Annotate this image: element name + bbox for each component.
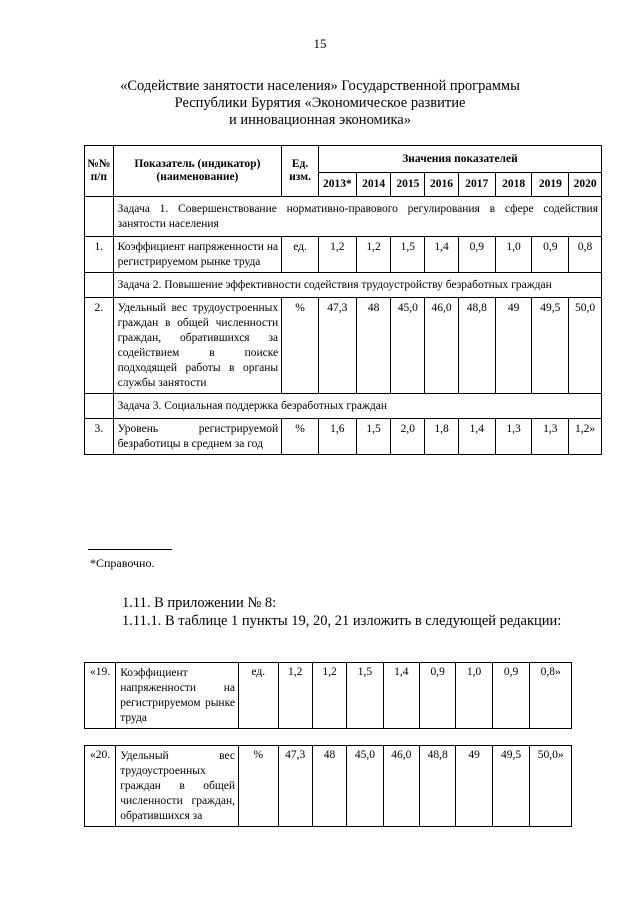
- paragraph-1-11-1: 1.11.1. В таблице 1 пункты 19, 20, 21 изложить в следующей редакции:: [122, 613, 562, 629]
- value-cell: 1,4: [458, 419, 495, 455]
- value-cell: 1,0: [495, 237, 532, 273]
- value-cell: 46,0: [425, 298, 459, 394]
- row-num: 2.: [85, 298, 114, 394]
- value-cell: 2,0: [391, 419, 425, 455]
- table-cell-empty: [85, 197, 114, 237]
- row-indicator: Уровень регистрируемой безработицы в среднем за год: [113, 419, 282, 455]
- value-cell: 1,5: [347, 663, 383, 729]
- value-cell: 48,8: [419, 746, 455, 827]
- task-row-1: Задача 1. Совершенствование нормативно-правового регулирования в сфере содействия занятости населения: [113, 197, 601, 237]
- footnote: *Справочно.: [90, 556, 155, 570]
- value-cell: 49,5: [532, 298, 569, 394]
- year-header: 2015: [391, 173, 425, 197]
- replacement-row-19-table: [84, 662, 572, 729]
- footnote-divider: [88, 549, 172, 550]
- value-cell: 46,0: [383, 746, 419, 827]
- col-header-indicator: Показатель (индикатор) (наименование): [113, 146, 282, 197]
- row-unit: %: [282, 419, 319, 455]
- value-cell: 48: [312, 746, 346, 827]
- replacement-row-20-table: [84, 745, 572, 827]
- value-cell: 1,2: [356, 237, 391, 273]
- row-indicator: Удельный вес трудоустроенных граждан в общей численности граждан, обратившихся за содействием в поиске подходящей работы в органы службы занятости: [113, 298, 282, 394]
- value-cell: 0,8: [569, 237, 602, 273]
- value-cell: 50,0: [569, 298, 602, 394]
- row-num: 1.: [85, 237, 114, 273]
- value-cell: 47,3: [278, 746, 312, 827]
- year-header: 2019: [532, 173, 569, 197]
- heading-line-2: Республики Бурятия «Экономическое развитие: [174, 95, 466, 111]
- row-unit: %: [238, 746, 278, 827]
- value-cell: 1,4: [425, 237, 459, 273]
- year-header: 2018: [495, 173, 532, 197]
- value-cell: 1,5: [391, 237, 425, 273]
- value-cell: 49: [456, 746, 492, 827]
- value-cell: 45,0: [347, 746, 383, 827]
- row-unit: %: [282, 298, 319, 394]
- row-num: 3.: [85, 419, 114, 455]
- value-cell: 0,9: [458, 237, 495, 273]
- value-cell: 1,3: [532, 419, 569, 455]
- row-indicator: Удельный вес трудоустроенных граждан в общей численности граждан, обратившихся за: [116, 746, 239, 827]
- value-cell: 48: [356, 298, 391, 394]
- value-cell: 1,2: [278, 663, 312, 729]
- year-header: 2014: [356, 173, 391, 197]
- row-unit: ед.: [238, 663, 278, 729]
- heading-line-3: и инновационная экономика»: [229, 112, 411, 128]
- row-num: «20.: [85, 746, 116, 827]
- value-cell: 0,9: [532, 237, 569, 273]
- value-cell: 1,8: [425, 419, 459, 455]
- value-cell: 49: [495, 298, 532, 394]
- year-header: 2013*: [318, 173, 356, 197]
- value-cell: 1,3: [495, 419, 532, 455]
- value-cell: 1,2: [312, 663, 346, 729]
- row-num: «19.: [85, 663, 116, 729]
- col-header-unit: Ед. изм.: [282, 146, 319, 197]
- page-number: 15: [313, 36, 327, 51]
- task-row-2: Задача 2. Повышение эффективности содействия трудоустройству безработных граждан: [113, 273, 601, 298]
- year-header: 2020: [569, 173, 602, 197]
- document-heading: [80, 78, 560, 129]
- value-cell: 0,9: [419, 663, 455, 729]
- year-header: 2016: [425, 173, 459, 197]
- value-cell: 48,8: [458, 298, 495, 394]
- paragraph-1-11: 1.11. В приложении № 8:: [122, 595, 277, 611]
- value-cell: 1,2: [318, 237, 356, 273]
- value-cell: 1,2»: [569, 419, 602, 455]
- col-header-num: №№ п/п: [85, 146, 114, 197]
- value-cell: 47,3: [318, 298, 356, 394]
- value-cell: 1,6: [318, 419, 356, 455]
- value-cell: 50,0»: [530, 746, 572, 827]
- row-unit: ед.: [282, 237, 319, 273]
- value-cell: 45,0: [391, 298, 425, 394]
- value-cell: 0,9: [492, 663, 529, 729]
- year-header: 2017: [458, 173, 495, 197]
- value-cell: 1,0: [456, 663, 492, 729]
- row-indicator: Коэффициент напряженности на регистрируемом рынке труда: [113, 237, 282, 273]
- value-cell: 1,4: [383, 663, 419, 729]
- value-cell: 49,5: [492, 746, 529, 827]
- heading-line-1: «Содействие занятости населения» Государственной программы: [120, 78, 520, 94]
- value-cell: 1,5: [356, 419, 391, 455]
- value-cell: 0,8»: [530, 663, 572, 729]
- table-cell-empty: [85, 394, 114, 419]
- row-indicator: Коэффициент напряженности на регистрируемом рынке труда: [116, 663, 239, 729]
- table-cell-empty: [85, 273, 114, 298]
- col-header-values: Значения показателей: [318, 146, 601, 173]
- indicators-table: [84, 145, 602, 455]
- task-row-3: Задача 3. Социальная поддержка безработных граждан: [113, 394, 601, 419]
